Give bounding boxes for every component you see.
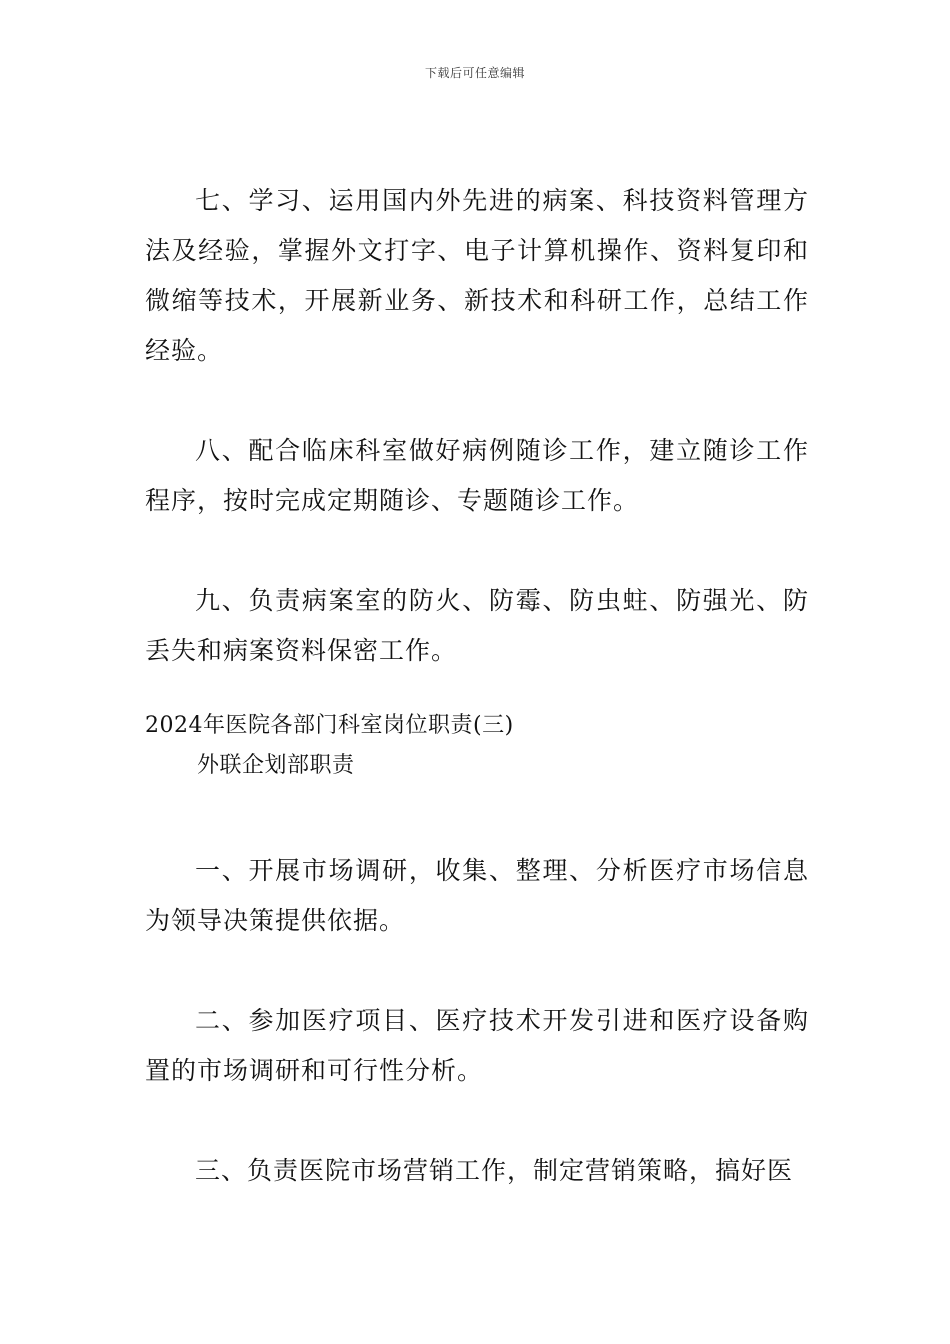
paragraph-item-1: 一、开展市场调研，收集、整理、分析医疗市场信息为领导决策提供依据。 (145, 856, 809, 935)
section-title: 2024年医院各部门科室岗位职责(三) (145, 713, 514, 738)
page-header: 下载后可任意编辑 (424, 66, 525, 80)
paragraph-item-8: 八、配合临床科室做好病例随诊工作，建立随诊工作程序，按时完成定期随诊、专题随诊工作。 (145, 436, 809, 515)
paragraph-item-2: 二、参加医疗项目、医疗技术开发引进和医疗设备购置的市场调研和可行性分析。 (145, 1006, 809, 1085)
paragraph-item-3: 三、负责医院市场营销工作，制定营销策略，搞好医 (195, 1156, 794, 1185)
paragraph-item-7: 七、学习、运用国内外先进的病案、科技资料管理方法及经验，掌握外文打字、电子计算机操作、资料复印和微缩等技术，开展新业务、新技术和科研工作，总结工作经验。 (145, 186, 809, 365)
document-body (145, 176, 809, 1246)
paragraph-item-9: 九、负责病案室的防火、防霉、防虫蛀、防强光、防丢失和病案资料保密工作。 (145, 586, 809, 665)
section-subtitle: 外联企划部职责 (197, 753, 355, 778)
